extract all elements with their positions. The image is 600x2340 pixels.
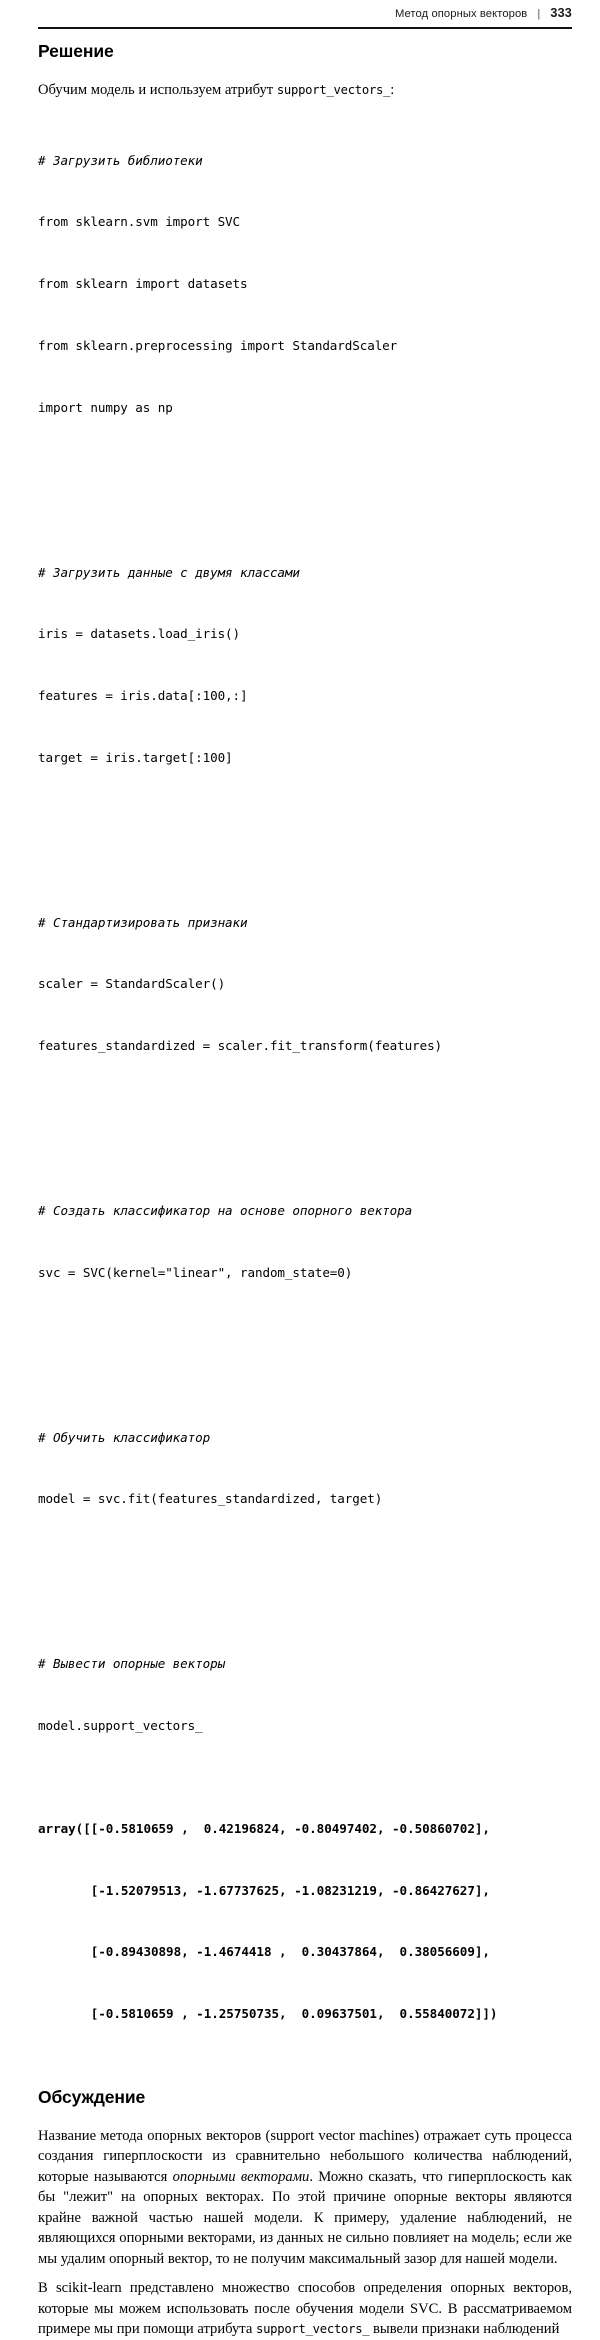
code-line: features_standardized = scaler.fit_transform(features) — [38, 1038, 443, 1054]
code-blank-line — [38, 851, 572, 872]
code-line: model.support_vectors_ — [38, 1717, 203, 1733]
solution-intro-code-term: support_vectors_ — [276, 83, 391, 97]
discussion-p1-part-1: Название метода опорных векторов (support vector machines) отражает суть процесса создания гиперплоскости из сравнительно небольшого количества наблюдений, которые называются — [38, 2127, 572, 2185]
code-blank-line — [38, 1592, 572, 1613]
code-line: import numpy as np — [38, 399, 173, 415]
code-blank-line — [38, 1366, 572, 1387]
code-line: target = iris.target[:100] — [38, 749, 233, 765]
code-line: iris = datasets.load_iris() — [38, 626, 241, 642]
running-head — [38, 6, 572, 21]
header-divider — [38, 27, 572, 29]
page-number: 333 — [550, 6, 572, 20]
code-block-imports — [38, 110, 572, 460]
running-head-separator: | — [537, 8, 541, 20]
code-comment: # Загрузить библиотеки — [38, 152, 203, 168]
code-blank-line — [38, 1139, 572, 1160]
section-heading-discussion: Обсуждение — [38, 2086, 146, 2107]
spacer — [38, 101, 572, 110]
code-block-load-data — [38, 460, 572, 810]
code-comment: # Вывести опорные векторы — [38, 1656, 226, 1672]
code-line: from sklearn import datasets — [38, 276, 248, 292]
code-block-create-classifier — [38, 1098, 572, 1325]
spacer — [38, 62, 572, 80]
code-line: from sklearn.svm import SVC — [38, 214, 241, 230]
discussion-p2-code-term: support_vectors_ — [255, 2322, 370, 2337]
spacer — [38, 2066, 572, 2086]
code-comment: # Загрузить данные с двумя классами — [38, 564, 300, 580]
content-column — [38, 40, 572, 2340]
code-output-array — [38, 1778, 572, 2066]
code-comment: # Обучить классификатор — [38, 1429, 211, 1445]
output-line: array([[-0.5810659 , 0.42196824, -0.80497402, -0.50860702], — [38, 1820, 490, 1836]
section-heading-solution: Решение — [38, 41, 114, 61]
discussion-p1-part-2: . Можно сказать, что гиперплоскость как бы "лежит" на опорных векторах. По этой причине опорные векторы являются крайне важной частью нашей модели. К примеру, удаление наблюдений, не являющихся опорными векторами, из данных не сильно повлияет на модель; если же мы удалим опорный вектор, то не получим максимальный зазор для нашей модели. — [38, 2168, 572, 2267]
discussion-p1-emphasis: опорными векторами — [172, 2168, 310, 2185]
discussion-p2-part-1: В scikit-learn представлено множество способов определения опорных векторов, которые мы можем использовать после обучения модели SVC. В рассматриваемом примере мы при помощи атрибута — [38, 2280, 572, 2338]
solution-intro-text-before: Обучим модель и используем атрибут — [38, 82, 277, 98]
code-line: svc = SVC(kernel="linear", random_state=0) — [38, 1264, 353, 1280]
code-line: from sklearn.preprocessing import StandardScaler — [38, 338, 398, 354]
discussion-paragraph-2 — [38, 2278, 572, 2340]
code-comment: # Стандартизировать признаки — [38, 914, 248, 930]
code-blank-line — [38, 501, 572, 522]
discussion-p2-part-2: вывели признаки наблюдений — [369, 2321, 560, 2338]
output-line: [-0.89430898, -1.4674418 , 0.30437864, 0.38056609], — [38, 1944, 490, 1960]
code-line: model = svc.fit(features_standardized, target) — [38, 1491, 383, 1507]
output-line: [-1.52079513, -1.67737625, -1.08231219, -0.86427627], — [38, 1882, 490, 1898]
code-line: features = iris.data[:100,:] — [38, 688, 248, 704]
output-line: [-0.5810659 , -1.25750735, 0.09637501, 0.55840072]]) — [38, 2006, 498, 2022]
solution-intro-paragraph — [38, 80, 572, 101]
solution-intro-text-after: : — [390, 82, 395, 98]
discussion-paragraph-1 — [38, 2126, 572, 2270]
code-block-print-support-vectors — [38, 1551, 572, 1778]
code-block-train-classifier — [38, 1325, 572, 1552]
spacer — [38, 2108, 572, 2126]
running-head-title: Метод опорных векторов — [394, 8, 528, 20]
code-comment: # Создать классификатор на основе опорного вектора — [38, 1202, 413, 1218]
code-block-standardize — [38, 810, 572, 1098]
code-line: scaler = StandardScaler() — [38, 976, 226, 992]
